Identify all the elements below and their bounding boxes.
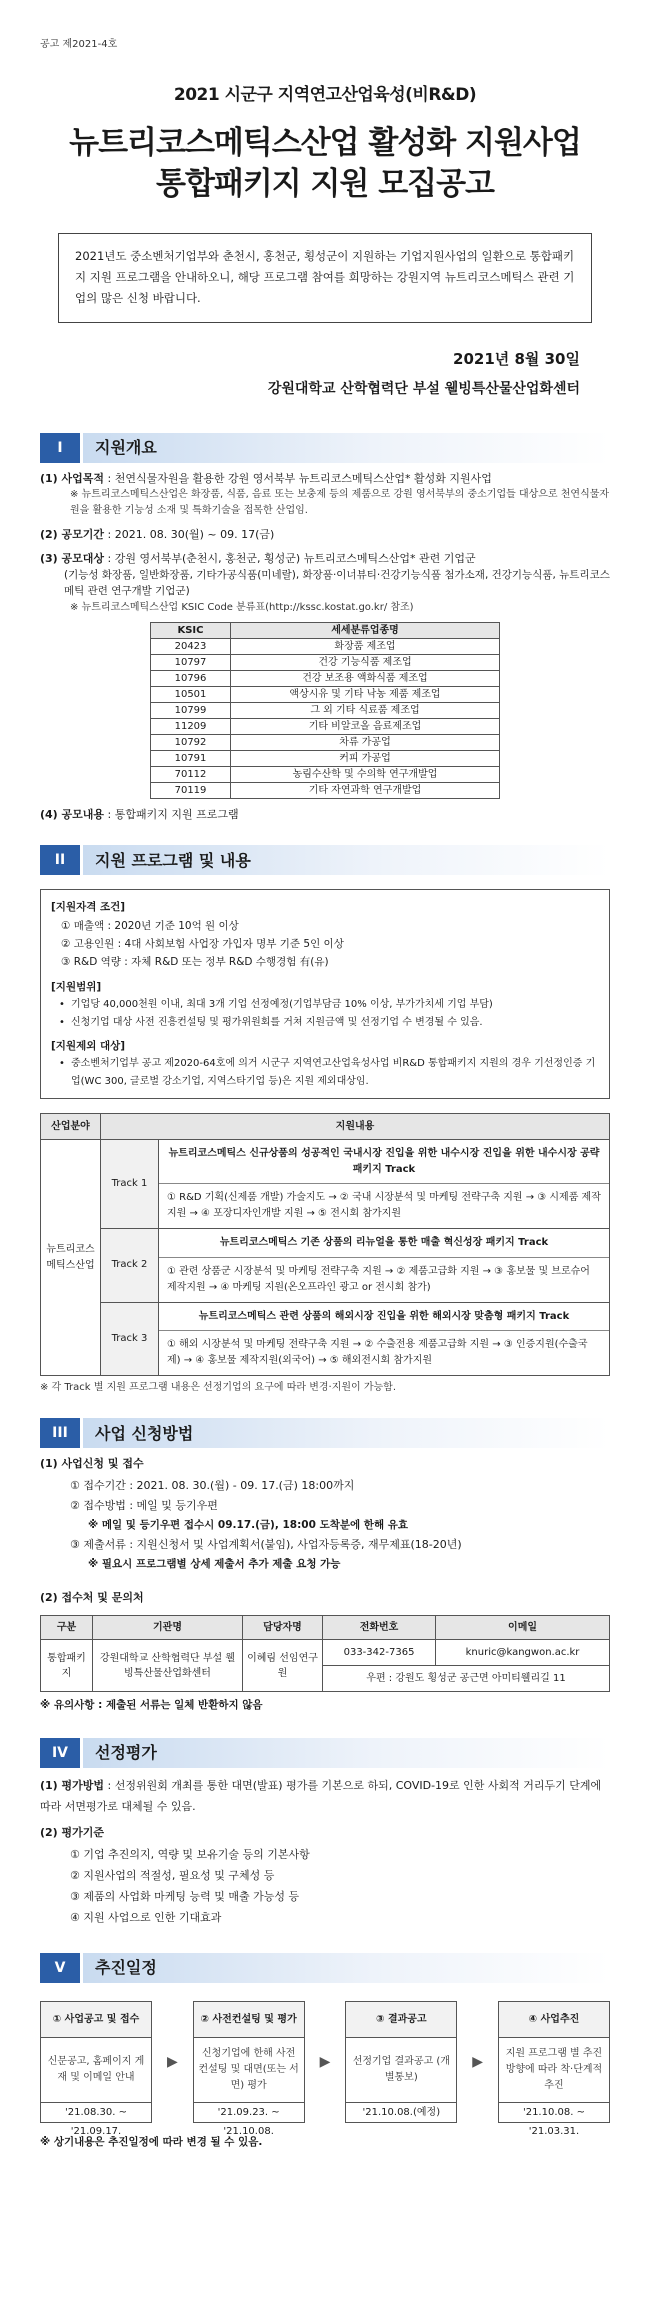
schedule-step-date: '21.08.30. ~ '21.09.17. (41, 2102, 151, 2122)
track-cell (159, 1140, 610, 1229)
eval-criterion: ① 기업 추진의지, 역량 및 보유기술 등의 기본사항 (70, 1848, 310, 1862)
ksic-code: 10797 (151, 655, 231, 671)
contact-header: 전화번호 (323, 1616, 436, 1640)
purpose-note: ※ 뉴트리코스메틱스산업은 화장품, 식품, 음료 또는 보충제 등의 제품으로 강원 영서북부의 중소기업들 대상으로 천연식물자원을 활용한 기능성 소재 및 특화기술을 접목한 산업임. (70, 488, 610, 516)
scope-item: • 신청기업 대상 사전 진흥컨설팅 및 평가위원회를 거쳐 지원금액 및 선정기업 수 변경될 수 있음. (51, 1014, 599, 1032)
schedule-step-title: ② 사전컨설팅 및 평가 (194, 2002, 304, 2038)
apply-method-note: ※ 메일 및 등기우편 접수시 09.17.(금), 18:00 도착분에 한해 유효 (88, 1518, 409, 1531)
section-header-program (40, 845, 610, 875)
track-desc: ① 해외 시장분석 및 마케팅 전략구축 지원 → ② 수출전용 제품고급화 지원 → ③ 인증지원(수출국제) → ④ 홍보물 제작지원(외국어) → ⑤ 해외전시회 참가지원 (167, 1339, 588, 1367)
section-label: 추진일정 (80, 1953, 610, 1983)
schedule-step-title: ③ 결과공고 (346, 2002, 456, 2038)
apply-period: ① 접수기간 : 2021. 08. 30.(월) - 09. 17.(금) 18:00까지 (70, 1479, 355, 1493)
program-subtitle: 2021 시군구 지역연고산업육성(비R&D) (173, 84, 477, 105)
content-label: (4) 공모내용 (40, 808, 105, 822)
schedule-note: ※ 상기내용은 추진일정에 따라 변경 될 수 있음. (40, 2135, 263, 2148)
ksic-name: 농림수산학 및 수의학 연구개발업 (231, 767, 500, 783)
section-label: 사업 신청방법 (80, 1418, 610, 1448)
schedule-flow (40, 2001, 610, 2137)
table-row (41, 1140, 610, 1229)
eval-criterion: ④ 지원 사업으로 인한 기대효과 (70, 1911, 222, 1925)
table-row (41, 1302, 610, 1376)
table-row (151, 671, 500, 687)
condition-item: ③ R&D 역량 : 자체 R&D 또는 정부 R&D 수행경험 有(유) (61, 956, 329, 969)
ksic-header-code: KSIC (151, 623, 231, 639)
eval-criterion: ② 지원사업의 적절성, 필요성 및 구체성 등 (70, 1869, 275, 1883)
purpose-text: : 천연식물자원을 활용한 강원 영서북부 뉴트리코스메틱스산업* 활성화 지원사업 (104, 471, 492, 485)
track-name: Track 3 (101, 1302, 159, 1376)
section-header-apply (40, 1418, 610, 1448)
section-number: I (40, 433, 80, 463)
schedule-step-body: 신문공고, 홈페이지 게재 및 이메일 안내 (47, 2055, 145, 2083)
table-row (151, 703, 500, 719)
table-header-row (41, 1114, 610, 1140)
ksic-code: 10792 (151, 735, 231, 751)
schedule-step-body: 선정기업 결과공고 (개별통보) (352, 2055, 450, 2083)
ksic-name: 건강 보조용 액화식품 제조업 (231, 671, 500, 687)
ksic-table (150, 622, 500, 799)
track-table (40, 1113, 610, 1376)
target-note: ※ 뉴트리코스메틱스산업 KSIC Code 분류표(http://kssc.kostat.go.kr/ 참조) (70, 602, 414, 614)
scope-item: • 기업당 40,000천원 이내, 최대 3개 기업 선정예정(기업부담금 10% 이상, 부가가치세 기업 부담) (51, 996, 599, 1014)
ksic-code: 70112 (151, 767, 231, 783)
track-note: ※ 각 Track 별 지원 프로그램 내용은 선정기업의 요구에 따라 변경·지원이 가능함. (40, 1382, 397, 1394)
overview-period (40, 527, 610, 543)
table-header-row (151, 623, 500, 639)
contact-header: 구분 (41, 1616, 93, 1640)
overview-content (40, 807, 610, 823)
table-row (151, 719, 500, 735)
exclusion-heading: [지원제외 대상] (51, 1040, 126, 1053)
ksic-code: 10799 (151, 703, 231, 719)
track-cell (159, 1302, 610, 1376)
schedule-step (40, 2001, 152, 2137)
period-label: (2) 공모기간 (40, 527, 105, 541)
section-label: 지원 프로그램 및 내용 (80, 845, 610, 875)
track-header-content: 지원내용 (101, 1114, 610, 1140)
target-label: (3) 공모대상 (40, 551, 105, 565)
track-desc: ① R&D 기획(신제품 개발) 가술지도 → ② 국내 시장분석 및 마케팅 전략구축 지원 → ③ 시제품 제작지원 → ④ 포장디자인개발 지원 → ⑤ 전시회 참가지원 (167, 1192, 601, 1220)
schedule-step-date: '21.10.08. ~ '21.03.31. (499, 2102, 609, 2122)
apply-documents-note: ※ 필요시 프로그램별 상세 제출서 추가 제출 요청 가능 (88, 1557, 341, 1570)
table-row (41, 1229, 610, 1303)
ksic-name: 액상시유 및 기타 낙농 제품 제조업 (231, 687, 500, 703)
ksic-name: 커피 가공업 (231, 751, 500, 767)
section-header-overview (40, 433, 610, 463)
target-text: : 강원 영서북부(춘천시, 홍천군, 횡성군) 뉴트리코스메틱스산업* 관련 기업군 (104, 551, 476, 565)
eval-criteria-list (40, 1845, 610, 1929)
ksic-name: 기타 자연과학 연구개발업 (231, 783, 500, 799)
ksic-code: 20423 (151, 639, 231, 655)
schedule-step-title: ④ 사업추진 (499, 2002, 609, 2038)
track-name: Track 2 (101, 1229, 159, 1303)
track-title: 뉴트리코스메틱스 관련 상품의 해외시장 진입을 위한 해외시장 맞춤형 패키지 Track (159, 1303, 609, 1332)
page-title (40, 123, 610, 205)
apply-caution: ※ 유의사항 : 제출된 서류는 일체 반환하지 않음 (40, 1699, 263, 1712)
track-desc: ① 관련 상품군 시장분석 및 마케팅 전략구축 지원 → ② 제품고급화 지원 → ③ 홍보물 및 브로슈어 제작지원 → ④ 마케팅 지원(온오프라인 광고 or 전시회 참가) (167, 1265, 590, 1293)
track-field: 뉴트리코스메틱스산업 (41, 1140, 101, 1376)
contact-phone: 033-342-7365 (323, 1640, 436, 1666)
condition-item: ② 고용인원 : 4대 사회보험 사업장 가입자 명부 기준 5인 이상 (61, 937, 344, 950)
ksic-code: 70119 (151, 783, 231, 799)
contact-person: 이혜림 선임연구원 (243, 1640, 323, 1692)
condition-item: ① 매출액 : 2020년 기준 10억 원 이상 (61, 919, 239, 932)
ksic-code: 11209 (151, 719, 231, 735)
exclusion-item: • 중소벤처기업부 공고 제2020-64호에 의거 시군구 지역연고산업육성사업 비R&D 통합패키지 지원의 경우 기선정인증 기업(WC 300, 글로벌 강소기업, 지역스타기업 등)은 지원 제외대상임. (51, 1055, 599, 1090)
arrow-right-icon: ▶ (319, 2053, 331, 2070)
schedule-step-title: ① 사업공고 및 접수 (41, 2002, 151, 2038)
purpose-label: (1) 사업목적 (40, 471, 105, 485)
title-line-1: 뉴트리코스메틱스산업 활성화 지원사업 (69, 125, 581, 162)
apply-heading: (1) 사업신청 및 접수 (40, 1457, 144, 1471)
contact-table (40, 1615, 610, 1692)
apply-list (40, 1476, 610, 1573)
arrow-right-icon: ▶ (472, 2053, 484, 2070)
conditions-box (40, 889, 610, 1099)
intro-box: 2021년도 중소벤처기업부와 춘천시, 홍천군, 횡성군이 지원하는 기업지원사업의 일환으로 통합패키지 지원 프로그램을 안내하오니, 해당 프로그램 참여를 희망하는 강원지역 뉴트리코스메틱스 관련 기업의 많은 신청 바랍니다. (58, 233, 592, 323)
period-text: : 2021. 08. 30(월) ~ 09. 17(금) (104, 527, 275, 541)
eval-criterion: ③ 제품의 사업화 마케팅 능력 및 매출 가능성 등 (70, 1890, 300, 1904)
scope-heading: [지원범위] (51, 980, 102, 993)
ksic-header-name: 세세분류업종명 (231, 623, 500, 639)
overview-purpose (40, 471, 610, 487)
section-number: III (40, 1418, 80, 1448)
contact-header: 담당자명 (243, 1616, 323, 1640)
ksic-name: 기타 비알코올 음료제조업 (231, 719, 500, 735)
section-header-schedule (40, 1953, 610, 1983)
contact-header: 기관명 (93, 1616, 243, 1640)
ksic-code: 10501 (151, 687, 231, 703)
section-label: 선정평가 (80, 1738, 610, 1768)
eval-method-label: (1) 평가방법 (40, 1778, 105, 1792)
ksic-name: 화장품 제조업 (231, 639, 500, 655)
ksic-code: 10791 (151, 751, 231, 767)
section-number: II (40, 845, 80, 875)
section-header-eval (40, 1738, 610, 1768)
eval-criteria-label: (2) 평가기준 (40, 1826, 105, 1840)
table-row (151, 735, 500, 751)
table-row (151, 639, 500, 655)
schedule-step-body: 신청기업에 한해 사전컨설팅 및 대면(또는 서면) 평가 (198, 2047, 299, 2091)
issuing-organization: 강원대학교 산학협력단 부설 웰빙특산물산업화센터 (267, 380, 580, 397)
table-row (151, 751, 500, 767)
schedule-step (193, 2001, 305, 2137)
contact-kind: 통합패키지 (41, 1640, 93, 1692)
schedule-step-date: '21.09.23. ~ '21.10.08. (194, 2102, 304, 2122)
track-header-field: 산업분야 (41, 1114, 101, 1140)
arrow-right-icon: ▶ (166, 2053, 178, 2070)
table-row (151, 687, 500, 703)
apply-documents: ③ 제출서류 : 지원신청서 및 사업계획서(붙임), 사업자등록증, 재무제표(18-20년) (70, 1537, 462, 1551)
schedule-step (345, 2001, 457, 2123)
eval-method-text: : 선정위원회 개최를 통한 대면(발표) 평가를 기본으로 하되, COVID-19로 인한 사회적 거리두기 단계에 따라 서면평가로 대체될 수 있음. (40, 1778, 602, 1813)
section-label: 지원개요 (80, 433, 610, 463)
section-number: IV (40, 1738, 80, 1768)
contact-email[interactable]: knuric@kangwon.ac.kr (436, 1640, 610, 1666)
schedule-step-body: 지원 프로그램 별 추진방향에 따라 착·단계적 추진 (505, 2047, 603, 2091)
notice-date: 2021년 8월 30일 (453, 349, 580, 368)
track-title: 뉴트리코스메틱스 신규상품의 성공적인 국내시장 진입을 위한 내수시장 진입을 위한 내수시장 공략 패키지 Track (159, 1140, 609, 1184)
contact-org: 강원대학교 산학협력단 부설 웰빙특산물산업화센터 (93, 1640, 243, 1692)
ksic-code: 10796 (151, 671, 231, 687)
contact-address: 우편 : 강원도 횡성군 공근면 아미티웰리길 11 (323, 1666, 610, 1692)
track-title: 뉴트리코스메틱스 기존 상품의 리뉴얼을 통한 매출 혁신성장 패키지 Track (159, 1229, 609, 1258)
content-text: : 통합패키지 지원 프로그램 (104, 808, 239, 822)
table-row (151, 655, 500, 671)
ksic-name: 그 외 기타 식료품 제조업 (231, 703, 500, 719)
overview-target (40, 551, 610, 567)
table-header-row (41, 1616, 610, 1640)
contact-heading: (2) 접수처 및 문의처 (40, 1590, 144, 1604)
table-row (41, 1640, 610, 1666)
track-name: Track 1 (101, 1140, 159, 1229)
schedule-step (498, 2001, 610, 2137)
contact-header: 이메일 (436, 1616, 610, 1640)
eval-method (40, 1776, 610, 1818)
section-number: V (40, 1953, 80, 1983)
apply-method: ② 접수방법 : 메일 및 등기우편 (70, 1499, 218, 1513)
target-sub: (기능성 화장품, 일반화장품, 기타가공식품(미네랄), 화장품·이너뷰티·건강기능식품 첨가소재, 건강기능식품, 뉴트리코스메틱 관련 연구개발 기업군) (64, 568, 610, 598)
schedule-step-date: '21.10.08.(예정) (346, 2102, 456, 2122)
table-row (151, 767, 500, 783)
notice-number: 공고 제2021-4호 (40, 39, 118, 50)
title-line-2: 통합패키지 지원 모집공고 (156, 166, 494, 203)
ksic-name: 차류 가공업 (231, 735, 500, 751)
conditions-heading: [지원자격 조건] (51, 901, 126, 914)
ksic-name: 건강 기능식품 제조업 (231, 655, 500, 671)
track-cell (159, 1229, 610, 1303)
table-row (151, 783, 500, 799)
